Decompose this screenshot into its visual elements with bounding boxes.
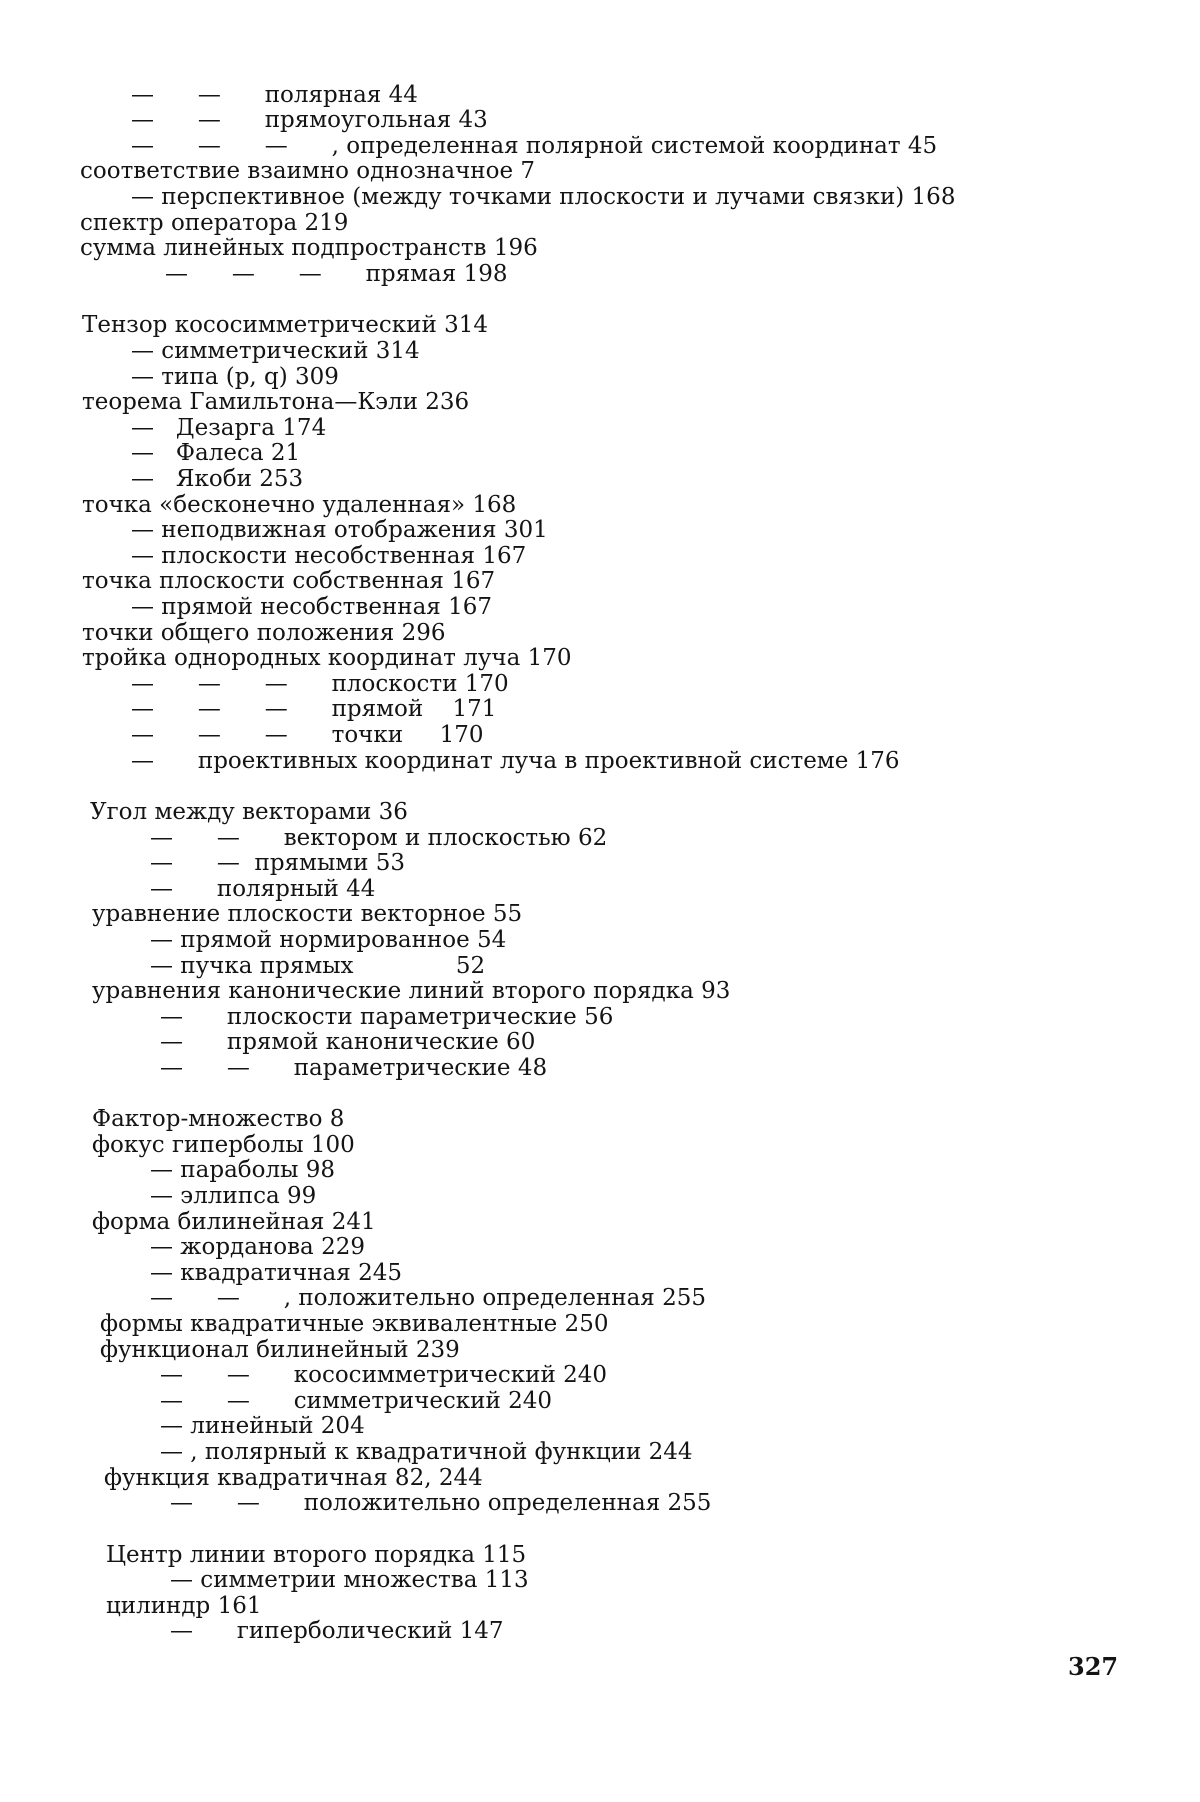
page-number: 327: [1068, 1652, 1119, 1681]
index-entry: формы квадратичные эквивалентные 250: [100, 1311, 609, 1337]
index-entry: фокус гиперболы 100: [92, 1132, 355, 1158]
index-entry: функционал билинейный 239: [100, 1337, 460, 1363]
index-entry: — — — прямая 198: [165, 261, 508, 287]
index-entry: — параболы 98: [150, 1157, 335, 1183]
index-entry: соответствие взаимно однозначное 7: [80, 158, 536, 184]
index-entry: — — — точки 170: [131, 722, 484, 748]
index-entry: — — прямоугольная 43: [131, 107, 488, 133]
index-entry: — прямой канонические 60: [160, 1029, 536, 1055]
index-entry: — прямой нормированное 54: [150, 927, 507, 953]
index-entry: — типа (p, q) 309: [131, 364, 339, 390]
index-entry: теорема Гамильтона—Кэли 236: [82, 389, 470, 415]
index-entry: уравнение плоскости векторное 55: [92, 901, 523, 927]
index-entry: — перспективное (между точками плоскости и лучами связки) 168: [131, 184, 956, 210]
index-entry: — — полярная 44: [131, 82, 418, 108]
index-entry: — прямой несобственная 167: [131, 594, 493, 620]
index-entry: — — , положительно определенная 255: [150, 1285, 707, 1311]
index-entry: — пучка прямых 52: [150, 953, 486, 979]
index-entry: — , полярный к квадратичной функции 244: [160, 1439, 693, 1465]
index-entry: — проективных координат луча в проективной системе 176: [131, 748, 900, 774]
index-entry: — линейный 204: [160, 1413, 365, 1439]
index-entry: сумма линейных подпространств 196: [80, 235, 538, 261]
index-entry: — плоскости параметрические 56: [160, 1004, 614, 1030]
index-entry: — эллипса 99: [150, 1183, 317, 1209]
index-entry: — Фалеса 21: [131, 440, 301, 466]
index-entry: — — прямыми 53: [150, 850, 406, 876]
index-entry: — Дезарга 174: [131, 415, 327, 441]
index-entry: — — параметрические 48: [160, 1055, 548, 1081]
index-entry: — плоскости несобственная 167: [131, 543, 527, 569]
index-entry: Центр линии второго порядка 115: [106, 1542, 527, 1568]
index-entry: форма билинейная 241: [92, 1209, 376, 1235]
index-entry: Фактор-множество 8: [92, 1106, 345, 1132]
index-entry: — — положительно определенная 255: [170, 1490, 712, 1516]
index-entry: цилиндр 161: [106, 1593, 262, 1619]
index-entry: — — — , определенная полярной системой координат 45: [131, 133, 938, 159]
index-entry: точка «бесконечно удаленная» 168: [82, 492, 517, 518]
index-entry: точка плоскости собственная 167: [82, 568, 496, 594]
index-entry: — Якоби 253: [131, 466, 304, 492]
index-entry: — — симметрический 240: [160, 1388, 553, 1414]
index-entry: тройка однородных координат луча 170: [82, 645, 572, 671]
index-entry: Угол между векторами 36: [90, 799, 408, 825]
index-entry: — — вектором и плоскостью 62: [150, 825, 608, 851]
index-entry: уравнения канонические линий второго порядка 93: [92, 978, 731, 1004]
index-entry: точки общего положения 296: [82, 620, 446, 646]
index-entry: — — — плоскости 170: [131, 671, 509, 697]
index-entry: спектр оператора 219: [80, 210, 349, 236]
index-entry: — неподвижная отображения 301: [131, 517, 548, 543]
index-entry: — — — прямой 171: [131, 696, 497, 722]
index-entry: — полярный 44: [150, 876, 376, 902]
index-entry: — — кососимметрический 240: [160, 1362, 608, 1388]
index-entry: — гиперболический 147: [170, 1618, 504, 1644]
index-entry: — жорданова 229: [150, 1234, 365, 1260]
index-entry: — квадратичная 245: [150, 1260, 402, 1286]
index-entry: — симметрический 314: [131, 338, 420, 364]
index-entry: функция квадратичная 82, 244: [104, 1465, 483, 1491]
index-entry: Тензор кососимметрический 314: [82, 312, 488, 338]
index-entry: — симметрии множества 113: [170, 1567, 529, 1593]
